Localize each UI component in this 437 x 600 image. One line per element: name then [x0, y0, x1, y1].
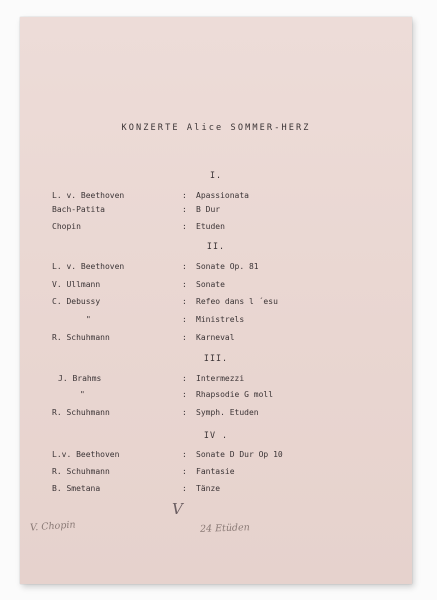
work-title: Etuden	[196, 222, 225, 231]
program-sheet	[20, 17, 412, 584]
program-entry	[20, 333, 412, 345]
composer-name: L. v. Beethoven	[52, 262, 125, 271]
program-entry	[20, 191, 412, 203]
separator: :	[182, 191, 187, 200]
program-entry	[20, 467, 412, 479]
separator: :	[182, 205, 187, 214]
work-title: Intermezzi	[196, 374, 245, 383]
program-entry	[20, 450, 412, 462]
work-title: Refeo dans l ´esu	[196, 297, 278, 306]
separator: :	[182, 315, 187, 324]
composer-name: R. Schuhmann	[52, 408, 110, 417]
work-title: B Dur	[196, 205, 221, 214]
ditto-mark: "	[80, 390, 85, 399]
section-numeral-4: IV .	[203, 430, 229, 440]
program-entry	[20, 408, 412, 420]
section-numeral-1: I.	[209, 170, 223, 180]
program-entry	[20, 297, 412, 309]
separator: :	[182, 222, 187, 231]
composer-name: R. Schuhmann	[52, 333, 110, 342]
composer-name: J. Brahms	[58, 374, 102, 383]
handwritten-note-right: 24 Etüden	[199, 522, 250, 535]
handwritten-note-left: V. Chopin	[29, 519, 76, 534]
composer-name: Chopin	[52, 222, 81, 231]
work-title: Ministrels	[196, 315, 245, 324]
work-title: Rhapsodie G moll	[196, 390, 274, 399]
section-numeral-2: II.	[206, 241, 226, 251]
program-entry	[20, 484, 412, 496]
work-title: Sonate D Dur Op 10	[196, 450, 283, 459]
separator: :	[182, 390, 187, 399]
work-title: Symph. Etuden	[196, 408, 259, 417]
separator: :	[182, 484, 187, 493]
work-title: Fantasie	[196, 467, 235, 476]
work-title: Karneval	[196, 333, 235, 342]
program-entry	[20, 222, 412, 234]
work-title: Sonate Op. 81	[196, 262, 259, 271]
program-entry	[20, 280, 412, 292]
composer-name: L. v. Beethoven	[52, 191, 125, 200]
ditto-mark: "	[86, 315, 91, 324]
work-title: Tänze	[196, 484, 221, 493]
separator: :	[182, 374, 187, 383]
program-entry	[20, 315, 412, 327]
composer-name: C. Debussy	[52, 297, 101, 306]
program-entry	[20, 205, 412, 217]
program-entry	[20, 390, 412, 402]
work-title: Apassionata	[196, 191, 249, 200]
separator: :	[182, 280, 187, 289]
composer-name: V. Ullmann	[52, 280, 101, 289]
work-title: Sonate	[196, 280, 225, 289]
separator: :	[182, 408, 187, 417]
separator: :	[182, 297, 187, 306]
composer-name: B. Smetana	[52, 484, 101, 493]
composer-name: R. Schuhmann	[52, 467, 110, 476]
separator: :	[182, 333, 187, 342]
composer-name: L.v. Beethoven	[52, 450, 120, 459]
page-title: KONZERTE Alice SOMMER-HERZ	[121, 123, 311, 133]
section-numeral-5: V	[172, 500, 183, 518]
separator: :	[182, 467, 187, 476]
program-entry	[20, 262, 412, 274]
separator: :	[182, 262, 187, 271]
program-entry	[20, 374, 412, 386]
composer-name: Bach-Patita	[52, 205, 105, 214]
section-numeral-3: III.	[203, 353, 229, 363]
separator: :	[182, 450, 187, 459]
